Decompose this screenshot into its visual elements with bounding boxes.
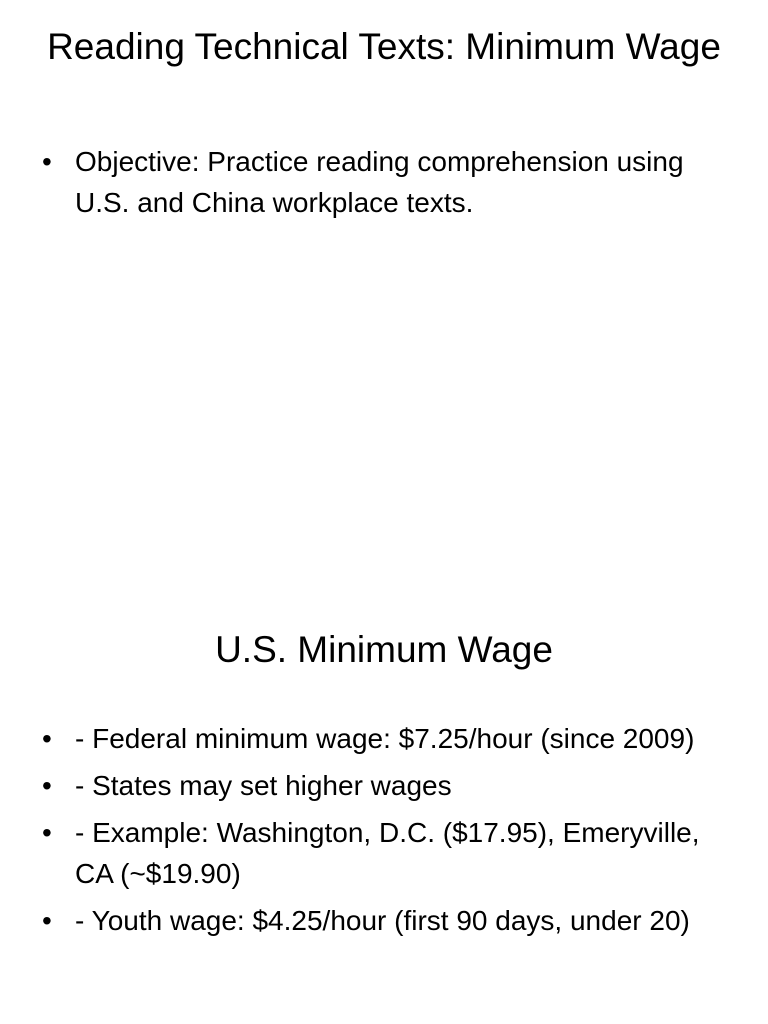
bullet-item — [40, 718, 730, 759]
slide-2 — [0, 512, 768, 1024]
bullet-icon: • — [42, 770, 52, 801]
bullet-icon: • — [42, 817, 52, 848]
bullet-text: - Federal minimum wage: $7.25/hour (since 2009) — [75, 723, 695, 754]
bullet-item — [40, 765, 730, 806]
bullet-item — [40, 900, 730, 941]
bullet-icon: • — [42, 905, 52, 936]
bullet-list — [40, 141, 730, 229]
slide-title: Reading Technical Texts: Minimum Wage — [47, 26, 721, 67]
bullet-item — [40, 812, 730, 894]
bullet-text: Objective: Practice reading comprehension using U.S. and China workplace texts. — [75, 146, 684, 218]
bullet-icon: • — [42, 146, 52, 177]
bullet-text: - States may set higher wages — [75, 770, 452, 801]
slide-title: U.S. Minimum Wage — [215, 629, 553, 670]
bullet-item — [40, 141, 730, 223]
bullet-text: - Youth wage: $4.25/hour (first 90 days, under 20) — [75, 905, 690, 936]
bullet-list — [40, 718, 730, 947]
bullet-icon: • — [42, 723, 52, 754]
bullet-text: - Example: Washington, D.C. ($17.95), Emeryville, CA (~$19.90) — [75, 817, 700, 889]
